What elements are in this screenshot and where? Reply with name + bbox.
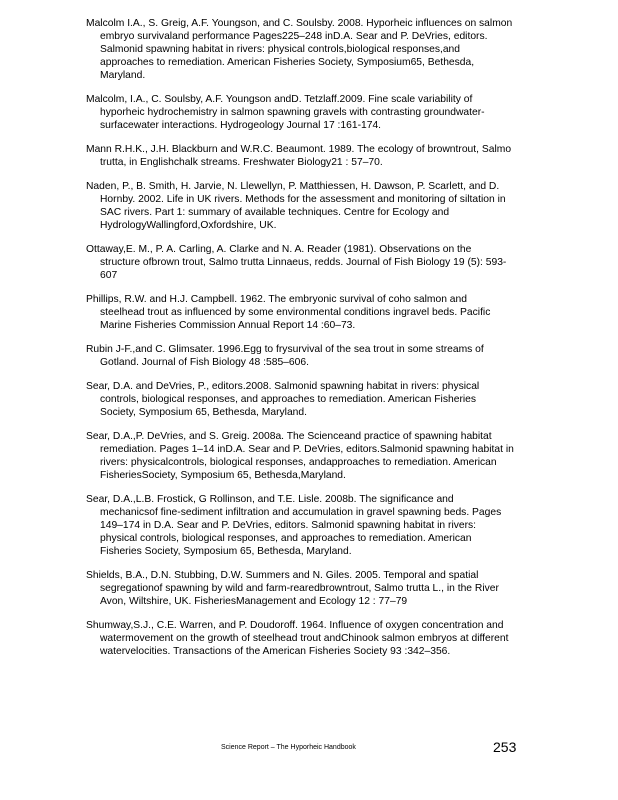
reference-entry: Naden, P., B. Smith, H. Jarvie, N. Llewellyn, P. Matthiessen, H. Dawson, P. Scarlett, and D. Hornby. 2002. Life in UK rivers. Methods for the assessment and monitoring of siltation in SAC rivers. Part 1: summary of available techniques. Centre for Ecology and HydrologyWallingford,Oxfordshire, UK. <box>86 181 506 231</box>
reference-entry: Malcolm, I.A., C. Soulsby, A.F. Youngson andD. Tetzlaff.2009. Fine scale variability of hyporheic hydrochemistry in salmon spawning gravels with contrasting groundwater-surfacewater interactions. Hydrogeology Journal 17 :161-174. <box>86 94 485 131</box>
page-number: 253 <box>493 739 517 755</box>
reference-entry: Mann R.H.K., J.H. Blackburn and W.R.C. Beaumont. 1989. The ecology of browntrout, Salmo trutta, in Englishchalk streams. Freshwater Biology21 : 57–70. <box>86 144 512 168</box>
reference-list <box>86 17 514 669</box>
reference-entry: Sear, D.A. and DeVries, P., editors.2008. Salmonid spawning habitat in rivers: physical controls, biological responses, and approaches to remediation. American Fisheries Society, Symposium 65, Bethesda, Maryland. <box>86 381 480 418</box>
footer-text: Science Report – The Hyporheic Handbook <box>221 744 356 751</box>
reference-entry: Phillips, R.W. and H.J. Campbell. 1962. The embryonic survival of coho salmon and steelhead trout as influenced by some environmental conditions ingravel beds. Pacific Marine Fisheries Commission Annual Report 14 :60–73. <box>86 294 491 331</box>
reference-entry: Shumway,S.J., C.E. Warren, and P. Doudoroff. 1964. Influence of oxygen concentration and watermovement on the growth of steelhead trout andChinook salmon embryos at different watervelocities. Transactions of the American Fisheries Society 93 :342–356. <box>86 620 509 657</box>
page-footer <box>221 741 521 757</box>
reference-entry: Shields, B.A., D.N. Stubbing, D.W. Summers and N. Giles. 2005. Temporal and spatial segregationof spawning by wild and farm-rearedbrowntrout, Salmo trutta L., in the River Avon, Wiltshire, UK. FisheriesManagement and Ecology 12 : 77–79 <box>86 570 499 607</box>
reference-entry: Ottaway,E. M., P. A. Carling, A. Clarke and N. A. Reader (1981). Observations on the structure ofbrown trout, Salmo trutta Linnaeus, redds. Journal of Fish Biology 19 (5): 593-607 <box>86 244 507 281</box>
reference-entry: Sear, D.A.,P. DeVries, and S. Greig. 2008a. The Scienceand practice of spawning habitat remediation. Pages 1–14 inD.A. Sear and P. DeVries, editors.Salmonid spawning habitat in rivers: physicalcontrols, biological responses, andapproaches to remediation. American FisheriesSociety, Symposium 65, Bethesda,Maryland. <box>86 431 514 481</box>
reference-entry: Sear, D.A.,L.B. Frostick, G Rollinson, and T.E. Lisle. 2008b. The significance and mechanicsof fine-sediment infiltration and accumulation in gravel spawning beds. Pages 149–174 in D.A. Sear and P. DeVries, editors. Salmonid spawning habitat in rivers: physical controls, biological responses, and approaches to remediation. American Fisheries Society, Symposium 65, Bethesda, Maryland. <box>86 494 502 557</box>
reference-entry: Rubin J-F.,and C. Glimsater. 1996.Egg to frysurvival of the sea trout in some streams of Gotland. Journal of Fish Biology 48 :585–606. <box>86 344 484 368</box>
reference-entry: Malcolm I.A., S. Greig, A.F. Youngson, and C. Soulsby. 2008. Hyporheic influences on salmon embryo survivaland performance Pages225–248 inD.A. Sear and P. DeVries, editors. Salmonid spawning habitat in rivers: physical controls,biological responses,and approaches to remediation. American Fisheries Society, Symposium65, Bethesda, Maryland. <box>86 18 513 81</box>
